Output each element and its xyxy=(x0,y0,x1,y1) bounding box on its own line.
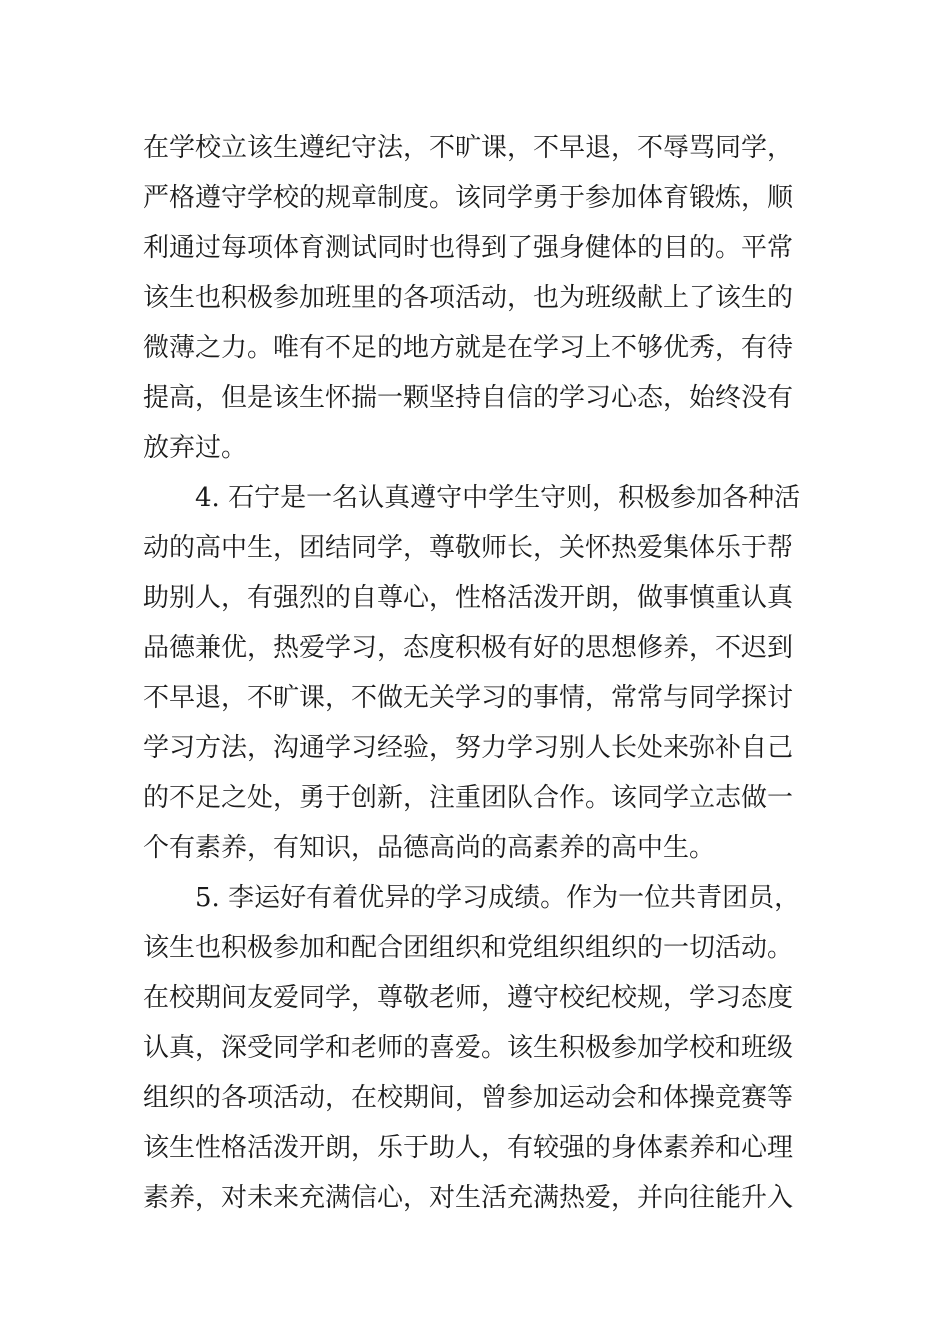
text-line: 在校期间友爱同学，尊敬老师，遵守校纪校规，学习态度 xyxy=(143,983,794,1013)
text-line: 该生也积极参加班里的各项活动，也为班级献上了该生的 xyxy=(143,283,794,313)
text-line: 个有素养，有知识，品德高尚的高素养的高中生。 xyxy=(143,833,716,863)
text-line: 不早退，不旷课，不做无关学习的事情，常常与同学探讨 xyxy=(143,683,794,713)
text-line: 助别人，有强烈的自尊心，性格活泼开朗，做事慎重认真 xyxy=(143,583,794,613)
text-line: 严格遵守学校的规章制度。该同学勇于参加体育锻炼，顺 xyxy=(143,183,794,213)
text-line: 品德兼优，热爱学习，态度积极有好的思想修养，不迟到 xyxy=(143,633,794,663)
text-line: 的不足之处，勇于创新，注重团队合作。该同学立志做一 xyxy=(143,783,794,813)
text-line: 微薄之力。唯有不足的地方就是在学习上不够优秀，有待 xyxy=(143,333,794,363)
text-line: 提高，但是该生怀揣一颗坚持自信的学习心态，始终没有 xyxy=(143,383,794,413)
text-line: 利通过每项体育测试同时也得到了强身健体的目的。平常 xyxy=(143,233,794,263)
text-line: 素养，对未来充满信心，对生活充满热爱，并向往能升入 xyxy=(143,1183,794,1213)
text-line: 动的高中生，团结同学，尊敬师长，关怀热爱集体乐于帮 xyxy=(143,533,794,563)
text-line: 学习方法，沟通学习经验，努力学习别人长处来弥补自己 xyxy=(143,733,794,763)
text-line: 该生性格活泼开朗，乐于助人，有较强的身体素养和心理 xyxy=(143,1133,794,1163)
list-item-4-start: 4. 石宁是一名认真遵守中学生守则，积极参加各种活 xyxy=(195,483,801,513)
text-line: 该生也积极参加和配合团组织和党组织组织的一切活动。 xyxy=(143,933,794,963)
text-line: 组织的各项活动，在校期间，曾参加运动会和体操竞赛等 xyxy=(143,1083,794,1113)
text-line: 在学校立该生遵纪守法，不旷课，不早退，不辱骂同学， xyxy=(143,133,794,163)
text-line: 放弃过。 xyxy=(143,433,248,463)
list-item-5-start: 5. 李运好有着优异的学习成绩。作为一位共青团员， xyxy=(195,883,801,913)
text-line: 认真，深受同学和老师的喜爱。该生积极参加学校和班级 xyxy=(143,1033,794,1063)
